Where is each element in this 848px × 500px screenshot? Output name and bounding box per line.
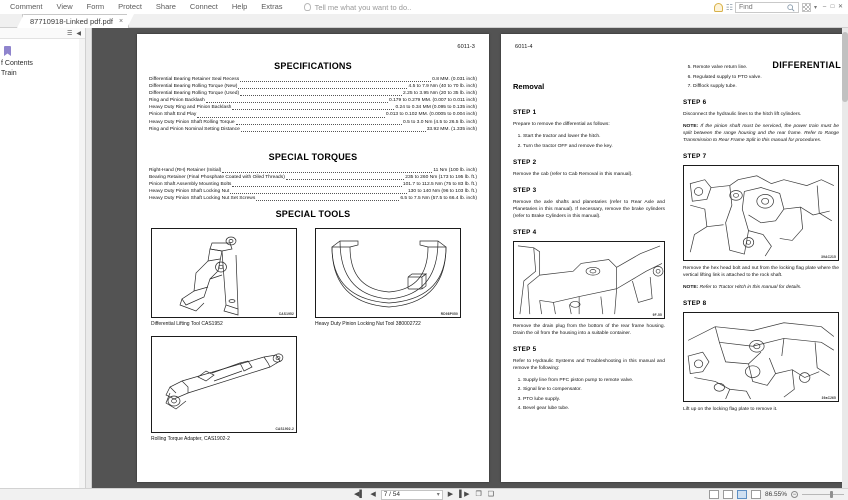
list-item: 6. Regulated supply to PTO valve.: [693, 74, 839, 81]
specification-label: Differential Bearing Rolling Torque (Used): [149, 91, 240, 97]
menu-item-share[interactable]: Share: [155, 2, 176, 11]
page-folio-left: 6011-3: [457, 44, 475, 50]
list-item: 4. Bevel gear lube tube.: [523, 405, 665, 412]
special-torque-label: Right-Hand (RH) Retainer (Initial): [149, 168, 222, 173]
specification-row: [149, 76, 477, 83]
special-torque-row: [149, 181, 477, 188]
specification-label: Ring and Pinion Nominal Setting Distance: [149, 126, 240, 132]
step-heading: STEP 5: [513, 345, 537, 353]
specification-value: 0.24 to 0.34 MM (0.095 to 0.135 inch): [395, 105, 477, 111]
step-figure: [683, 312, 839, 402]
figure-code: CAS1952: [278, 312, 294, 316]
figure-code: 39AC215: [821, 255, 836, 259]
specification-row: [149, 90, 477, 97]
special-tools-heading: SPECIAL TOOLS: [275, 209, 351, 219]
menu-item-extras[interactable]: Extras: [261, 2, 283, 11]
figure-caption-rolling-torque-adapter: Rolling Torque Adapter, CAS1902-2: [151, 436, 230, 442]
figure-rolling-torque-adapter: [151, 336, 297, 433]
dot-leader: [240, 91, 402, 96]
right-page-right-column: [683, 64, 839, 418]
dot-leader: [286, 175, 404, 180]
panel-options-icon[interactable]: ☰: [66, 30, 73, 37]
window-controls: [821, 4, 844, 11]
note-label: NOTE:: [683, 124, 699, 129]
dot-leader: [241, 127, 426, 132]
figure-code: RD98P050: [440, 312, 458, 316]
special-torque-value: 11 Nm (100 lb. inch): [433, 168, 477, 173]
section-heading-removal: Removal: [513, 82, 545, 91]
zoom-out-button[interactable]: −: [792, 492, 797, 498]
note-text: Refer to Tractor Hitch in this manual for details.: [698, 285, 802, 290]
bookmark-item-power-train[interactable]: Train: [1, 69, 17, 77]
list-item: 3. PTO lube supply.: [523, 396, 665, 403]
body-paragraph: Remove the cab (refer to Cab Removal in this manual).: [513, 171, 633, 177]
menu-item-protect[interactable]: Protect: [118, 2, 142, 11]
page-number-input[interactable]: [381, 490, 443, 500]
menu-item-form[interactable]: Form: [86, 2, 105, 11]
ordered-list: [683, 64, 839, 90]
bookmarks-panel-header: [0, 28, 85, 39]
document-tab[interactable]: [22, 14, 129, 28]
figure-caption-differential-lifting-tool: Differential Lifting Tool CAS1952: [151, 321, 223, 327]
body-paragraph: Lift up on the locking flag plate to remove it.: [683, 407, 778, 412]
bookmark-icon: [4, 46, 12, 56]
menu-item-help[interactable]: Help: [231, 2, 248, 11]
specification-value: 2.25 to 3.95 Nm (20 to 35 lb. inch): [403, 91, 477, 97]
special-torque-row: [149, 188, 477, 195]
page-folio-right: 6011-4: [515, 44, 533, 50]
document-tab-bar: [0, 14, 848, 28]
body-paragraph: Disconnect the hydraulic lines to the hitch lift cylinders.: [683, 112, 802, 117]
special-torque-label: Heavy Duty Pinion Shaft Locking Nut: [149, 189, 230, 195]
close-button[interactable]: ✕: [837, 3, 844, 10]
collapse-panel-icon[interactable]: ◀: [76, 30, 81, 37]
note-block: [683, 123, 839, 144]
chapter-title: DIFFERENTIAL: [772, 60, 841, 70]
special-torque-label: Heavy Duty Pinion Shaft Locking Nut Set Screws: [149, 196, 256, 202]
library-icon[interactable]: ☷: [725, 2, 732, 12]
pdf-page-left: [137, 34, 489, 482]
status-bar: [0, 488, 848, 500]
specification-label: Heavy Duty Ring and Pinion Backlash: [149, 105, 232, 111]
single-page-view-button[interactable]: [709, 490, 719, 499]
figure-code: 9F-55: [652, 312, 662, 317]
figure-code: 39aC265: [821, 396, 836, 400]
figure-caption-pinion-locking-nut-tool: Heavy Duty Pinion Locking Nut Tool 380002722: [315, 321, 421, 327]
specification-label: Differential Bearing Retainer Seal Recess: [149, 77, 240, 82]
chevron-down-icon[interactable]: ▾: [436, 492, 440, 498]
chevron-down-icon[interactable]: ▾: [813, 4, 817, 11]
dot-leader: [240, 77, 431, 82]
specifications-list: [149, 76, 477, 133]
specification-row: [149, 119, 477, 126]
specification-row: [149, 83, 477, 90]
step-figure: [683, 165, 839, 261]
bookmarks-panel: [0, 28, 86, 488]
specification-value: 0.013 to 0.102 MM. (0.0005 to 0.004 inch): [385, 112, 477, 118]
special-torque-value: 6.5 to 7.5 Nm (57.5 to 66.4 lb. inch): [400, 196, 477, 202]
special-torques-heading: SPECIAL TORQUES: [268, 152, 358, 162]
list-item: 2. Signal line to compensator.: [523, 386, 665, 393]
search-icon[interactable]: [787, 4, 795, 12]
special-torque-row: [149, 167, 477, 174]
body-paragraph: Remove the axle shafts and planetaries (refer to Rear Axle and Planetaries in this manual). If necessary, remove the brake cylinders (refer to Brake Cylinders in this manual).: [513, 199, 665, 219]
specification-label: Ring and Pinion Backlash: [149, 98, 205, 104]
dot-leader: [232, 105, 394, 110]
specification-value: 4.5 to 7.9 Nm (40 to 70 lb. inch): [408, 84, 477, 90]
favorites-icon[interactable]: [714, 3, 723, 12]
search-input[interactable]: [736, 3, 784, 12]
specification-label: Heavy Duty Pinion Shaft Rolling Torque: [149, 119, 235, 125]
dot-leader: [238, 84, 407, 89]
zoom-level-label: 86.55%: [764, 491, 787, 498]
facing-page-view-button[interactable]: [737, 490, 747, 499]
lightbulb-icon: [304, 3, 311, 11]
dot-leader: [206, 98, 388, 103]
page-navigation-group: [353, 490, 495, 500]
menu-item-view[interactable]: View: [56, 2, 73, 11]
menu-item-connect[interactable]: Connect: [189, 2, 218, 11]
special-torque-row: [149, 195, 477, 202]
menu-bar: [0, 0, 848, 14]
special-torques-list: [149, 167, 477, 202]
list-item: 5. Remote valve return line.: [693, 64, 839, 71]
specification-row: [149, 126, 477, 133]
tell-me-label: Tell me what you want to do..: [314, 2, 412, 12]
bookmarks-scrollbar[interactable]: [79, 39, 85, 488]
special-torque-value: 101.7 to 112.5 Nm (75 to 83 lb. ft.): [402, 182, 477, 188]
body-paragraph: Prepare to remove the differential as follows:: [513, 122, 610, 127]
next-page-button[interactable]: ▶: [447, 490, 454, 498]
continuous-view-button[interactable]: [723, 490, 733, 499]
document-scrollbar-vertical[interactable]: [842, 28, 848, 488]
ordered-list: [513, 133, 665, 150]
fit-width-button[interactable]: ❑: [487, 490, 495, 498]
figure-differential-lifting-tool: [151, 228, 297, 318]
menu-bar-right: [714, 2, 848, 13]
body-paragraph: Remove the hex head bolt and nut from the locking flag plate where the vertical lifting link is attached to the rock shaft.: [683, 266, 839, 278]
note-text: If the pinion shaft must be serviced, the power train must be split between the range housing and the rear frame. Refer to Range Transmission to Rear Frame Split in this manual for procedures.: [683, 124, 839, 143]
step-heading: STEP 2: [513, 158, 537, 166]
dot-leader: [256, 196, 399, 201]
tell-me-box[interactable]: [304, 3, 412, 12]
specification-row: [149, 97, 477, 104]
list-item: 7. Difflock supply tube.: [693, 83, 839, 90]
figure-pinion-locking-nut-tool: [315, 228, 461, 318]
step-heading: STEP 4: [513, 228, 537, 236]
specification-value: 0.179 to 0.279 MM. (0.007 to 0.011 inch): [389, 98, 477, 104]
menu-item-comment[interactable]: Comment: [10, 2, 43, 11]
list-item: 1. Start the tractor and lower the hitch.: [523, 133, 665, 140]
dot-leader: [222, 168, 432, 173]
list-item: 1. Supply line from PFC piston pump to remote valve.: [523, 377, 665, 384]
body-paragraph: Remove the drain plug from the bottom of the rear frame housing. Drain the oil from the housing into a suitable container.: [513, 323, 665, 336]
minimize-button[interactable]: –: [822, 3, 827, 10]
step-heading: STEP 3: [513, 186, 537, 194]
theme-swatch-icon[interactable]: [802, 3, 811, 12]
dot-leader: [232, 182, 401, 187]
figure-code: CAS1902-2: [275, 427, 294, 431]
specification-label: Pinion Shaft End Play: [149, 112, 197, 118]
bookmark-item-table-of-contents[interactable]: f Contents: [1, 59, 33, 67]
specifications-heading: SPECIFICATIONS: [274, 61, 352, 71]
special-torque-row: [149, 174, 477, 181]
list-item: 2. Turn the tractor OFF and remove the key.: [523, 143, 665, 150]
body-paragraph: Refer to Hydraulic Systems and Troubleshooting in this manual and remove the following:: [513, 358, 665, 371]
previous-page-button[interactable]: ◀: [370, 490, 376, 498]
special-torque-label: Pinion Shaft Assembly Mounting Bolts: [149, 182, 232, 188]
find-box[interactable]: [735, 2, 799, 13]
step-heading: STEP 1: [513, 109, 537, 116]
specification-value: 0.8 MM. (0.031 inch): [432, 77, 477, 82]
dot-leader: [197, 113, 385, 118]
special-torque-value: 130 to 140 Nm (96 to 103 lb. ft.): [407, 189, 477, 195]
maximize-button[interactable]: □: [830, 3, 835, 10]
specification-row: [149, 111, 477, 118]
ordered-list: [513, 377, 665, 413]
page-number-value: 7 / 54: [383, 491, 400, 498]
special-torque-value: 235 to 260 Nm (173 to 195 lb. ft.): [405, 175, 477, 181]
specification-value: 33.92 MM. (1.335 inch): [426, 126, 477, 132]
note-label: NOTE:: [683, 285, 699, 290]
specification-row: [149, 104, 477, 111]
step-heading: STEP 7: [683, 153, 707, 160]
zoom-slider-knob[interactable]: [830, 491, 833, 498]
last-page-button[interactable]: ▌▶: [459, 490, 470, 498]
dot-leader: [236, 120, 403, 125]
special-torque-label: Bearing Retainer (Final Phosphate Coated with Oiled Threads): [149, 175, 285, 181]
dot-leader: [230, 189, 407, 194]
close-icon[interactable]: ×: [119, 18, 124, 25]
zoom-controls: [709, 490, 844, 499]
document-viewport[interactable]: [92, 28, 848, 488]
cover-page-view-button[interactable]: [751, 490, 761, 499]
specification-label: Differential Bearing Rolling Torque (New): [149, 84, 238, 90]
first-page-button[interactable]: ◀▌: [353, 490, 365, 498]
right-page-left-column: [513, 100, 665, 417]
note-block: [683, 284, 839, 291]
step-heading: STEP 6: [683, 99, 707, 106]
scrollbar-thumb[interactable]: [842, 32, 848, 102]
zoom-slider[interactable]: [802, 494, 844, 495]
pdf-page-right: [501, 34, 848, 482]
step-figure: [513, 241, 665, 319]
step-heading: STEP 8: [683, 300, 707, 307]
specification-value: 0.5 to 3.0 Nm (4.5 to 26.5 lb. inch): [403, 119, 477, 125]
document-tab-label: 87710918-Linked pdf.pdf: [30, 17, 113, 26]
fit-page-button[interactable]: ❐: [475, 490, 482, 498]
bookmark-tree: [0, 58, 86, 78]
